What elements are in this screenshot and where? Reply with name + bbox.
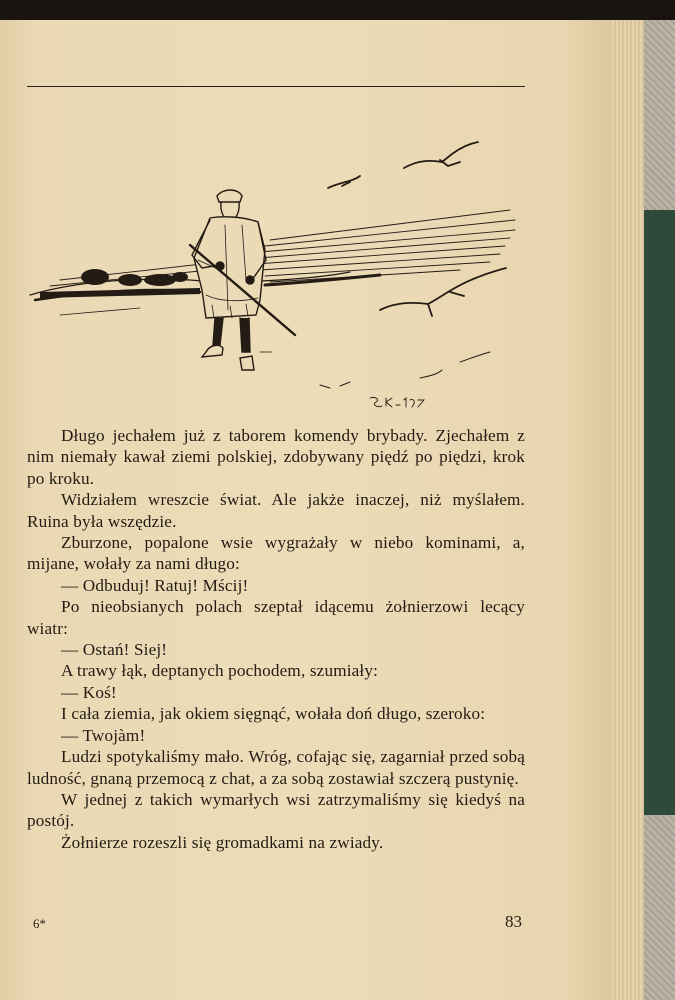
paragraph: Długo jechałem już z taborem komendy brybady. Zjechałem z nim niemały kawał ziemi polskiej, zdobywany piędź po piędzi, krok po kroku. <box>27 426 525 488</box>
cover-cloth-top <box>644 20 675 210</box>
paragraph: Po nieobsianych polach szeptał idącemu żołnierzowi lecący wiatr: <box>27 597 525 638</box>
page-number: 83 <box>505 912 522 931</box>
page-edges <box>612 20 644 1000</box>
paragraph: Żołnierze rozeszli się gromadkami na zwiady. <box>61 832 384 852</box>
paragraph: Ludzi spotykaliśmy mało. Wróg, cofając się, zagarniał przed sobą ludność, gnaną przemocą z chat, a za sobą zostawiał szczerą pustynię. <box>27 747 525 788</box>
paragraph: I cała ziemia, jak okiem sięgnąć, wołała doń długo, szeroko: <box>61 704 486 724</box>
signature-mark: 6* <box>33 916 46 931</box>
wind-streaks <box>50 210 515 286</box>
paragraph: W jednej z takich wymarłych wsi zatrzymaliśmy się kiedyś na postój. <box>27 789 525 831</box>
paragraph: A trawy łąk, deptanych pochodem, szumiały: <box>61 661 379 681</box>
body-text <box>27 425 525 853</box>
paragraph: Widziałem wreszcie świat. Ale jakże inaczej, niż myślałem. Ruina była wszędzie. <box>27 490 525 531</box>
birds <box>320 142 506 388</box>
paragraph: — Koś! <box>61 682 117 702</box>
paragraph: — Odbuduj! Ratuj! Mścij! <box>61 575 249 595</box>
paragraph: Zburzone, popalone wsie wygrażały w niebo kominami, a, mijane, wołały za nami długo: <box>27 533 525 574</box>
soldier-illustration <box>20 130 540 410</box>
paragraph: — Ostań! Siej! <box>61 640 168 660</box>
paragraph: — Twojàm! <box>61 725 146 745</box>
artist-signature <box>370 397 424 407</box>
header-rule <box>27 86 525 87</box>
cover-cloth-bottom <box>644 815 675 1000</box>
